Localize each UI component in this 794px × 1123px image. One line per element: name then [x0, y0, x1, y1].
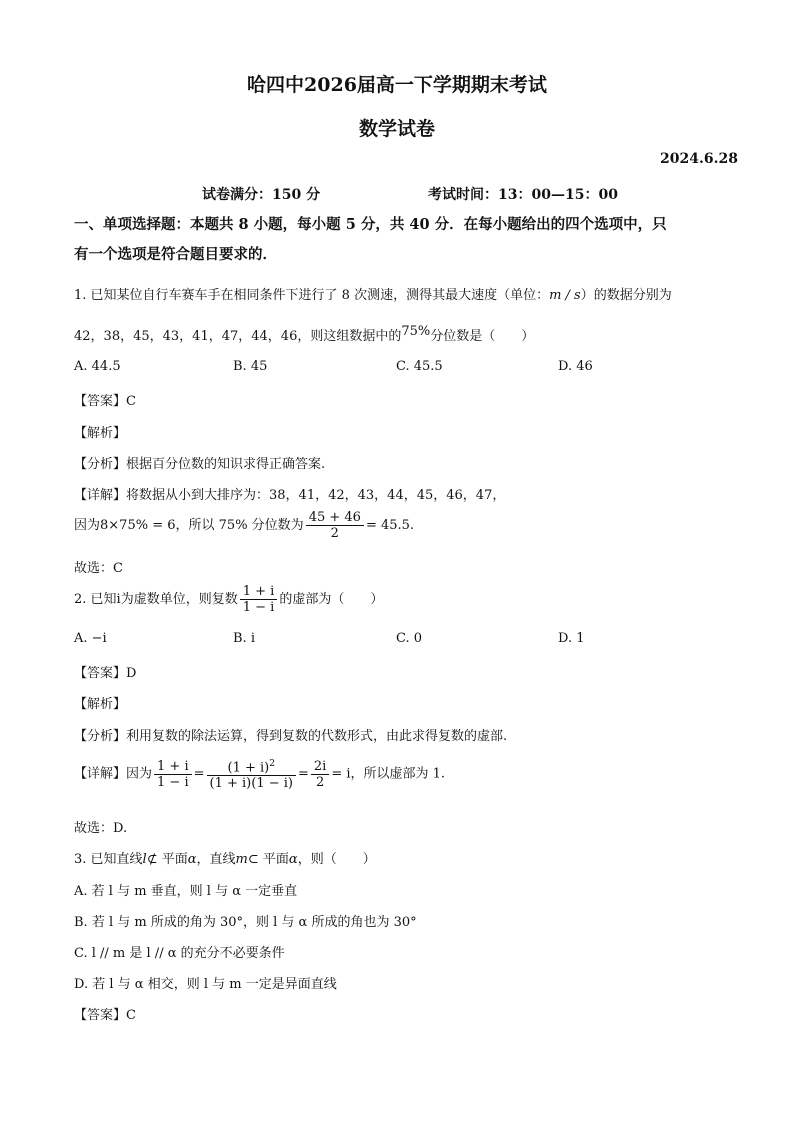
q2-stem-c: 的虚部为（ ）: [279, 592, 384, 607]
q1-frac-den: 2: [306, 525, 364, 541]
q3-stem: [74, 848, 376, 867]
q3-stem-b: ⊄ 平面: [146, 852, 188, 867]
q1-choose: 故选：C: [74, 561, 123, 576]
q1-calc-b: 8×75% = 6: [100, 518, 176, 533]
q3-option-b: B. 若 l 与 m 所成的角为 30°，则 l 与 α 所成的角也为 30°: [74, 915, 417, 930]
q2-option-a: A. −i: [74, 631, 107, 646]
q1-calc-a: 因为: [74, 518, 101, 533]
q2-f3-num: 2i: [313, 758, 327, 774]
q1-stem-a: 1. 已知某位自行车赛车手在相同条件下进行了 8 次测速，测得其最大速度（单位：: [74, 288, 550, 303]
q1-percent: 75%: [401, 324, 431, 339]
q2-option-d: D. 1: [558, 631, 585, 646]
q2-f1-den: 1 − i: [154, 774, 192, 790]
q2-detail-frac1: [154, 759, 192, 790]
q2-f2-num: [207, 757, 296, 775]
q2-f3-den: 2: [311, 774, 329, 790]
q1-stem-b: ）的数据分别为: [580, 288, 672, 303]
q1-option-d: D. 46: [558, 359, 593, 374]
q2-choose: 故选：D.: [74, 821, 128, 836]
q3-stem-d: ⊂ 平面: [247, 852, 289, 867]
exam-title: 哈四中2026届高一下学期期末考试: [247, 74, 547, 96]
q3-m: m: [235, 852, 248, 867]
q2-fraction: [240, 584, 278, 615]
q1-option-a: A. 44.5: [74, 359, 121, 374]
q3-option-a: A. 若 l 与 m 垂直，则 l 与 α 一定垂直: [74, 884, 298, 899]
q3-option-d: D. 若 l 与 α 相交，则 l 与 m 一定是异面直线: [74, 977, 337, 992]
q1-fenxi: 【分析】根据百分位数的知识求得正确答案.: [74, 457, 326, 472]
q2-detail-frac3: [311, 759, 329, 790]
exam-date: 2024.6.28: [660, 151, 738, 167]
q1-option-c: C. 45.5: [396, 359, 443, 374]
q2-eq2: =: [297, 766, 309, 782]
q2-detail-b: = i，所以虚部为 1.: [331, 766, 446, 782]
q2-f2-num-base: (1 + i): [227, 760, 270, 776]
q1-stem-line2: [74, 325, 534, 344]
score-info: 试卷满分：150 分: [202, 187, 321, 203]
q1-option-b: B. 45: [233, 359, 268, 374]
q3-option-c: C. l // m 是 l // α 的充分不必要条件: [74, 946, 285, 961]
q2-stem-a: 2. 已知: [74, 592, 117, 607]
q1-frac-num: 45 + 46: [308, 510, 361, 525]
q1-unit: m / s: [549, 288, 581, 303]
q2-analysis-label: 【解析】: [74, 697, 127, 712]
q2-detail: [74, 757, 445, 791]
q2-f2-den: (1 + i)(1 − i): [207, 775, 296, 791]
q2-eq1: =: [193, 766, 205, 782]
q3-stem-c: ，直线: [196, 852, 236, 867]
q1-calc-c: ，所以 75% 分位数为: [175, 518, 304, 533]
section-heading-line1: 一、单项选择题：本题共 8 小题，每小题 5 分，共 40 分．在每小题给出的四个选项中，只: [74, 216, 667, 233]
q2-stem: [74, 584, 383, 615]
q2-f1-num: 1 + i: [157, 758, 189, 774]
q2-stem-b: 为虚数单位，则复数: [120, 592, 238, 607]
q1-stem-line1: [74, 284, 672, 303]
q1-detail: 【详解】将数据从小到大排序为：38，41，42，43，44，45，46，47，: [74, 488, 506, 503]
section-heading-line2: 有一个选项是符合题目要求的．: [74, 246, 277, 263]
q1-fraction: [306, 510, 364, 541]
q3-answer: 【答案】C: [74, 1008, 136, 1023]
q2-fenxi: 【分析】利用复数的除法运算，得到复数的代数形式，由此求得复数的虚部.: [74, 729, 508, 744]
q2-frac-den: 1 − i: [240, 599, 278, 615]
q1-calc: [74, 510, 414, 541]
q3-alpha: α: [187, 852, 197, 867]
q2-frac-num: 1 + i: [242, 584, 275, 599]
q1-answer: 【答案】C: [74, 394, 136, 409]
q1-stem-c: 42，38，45，43，41，47，44，46，则这组数据中的: [74, 329, 402, 344]
time-info: 考试时间：13：00—15：00: [428, 187, 618, 203]
q2-option-b: B. i: [233, 631, 255, 646]
exam-subtitle: 数学试卷: [358, 118, 435, 140]
q2-f2-num-exp: 2: [269, 759, 275, 769]
q1-calc-d: = 45.5.: [365, 518, 415, 533]
q2-answer: 【答案】D: [74, 666, 137, 681]
q2-option-c: C. 0: [396, 631, 423, 646]
q1-stem-d: 分位数是（ ）: [430, 329, 535, 344]
q3-alpha-2: α: [288, 852, 298, 867]
q1-analysis-label: 【解析】: [74, 426, 127, 441]
q3-stem-e: ，则（ ）: [297, 852, 376, 867]
q2-i-symbol: i: [116, 592, 121, 607]
q2-detail-a: 【详解】因为: [74, 766, 153, 782]
q3-stem-a: 3. 已知直线: [74, 852, 143, 867]
q2-detail-frac2: [207, 757, 296, 791]
q3-l: l: [142, 852, 147, 867]
